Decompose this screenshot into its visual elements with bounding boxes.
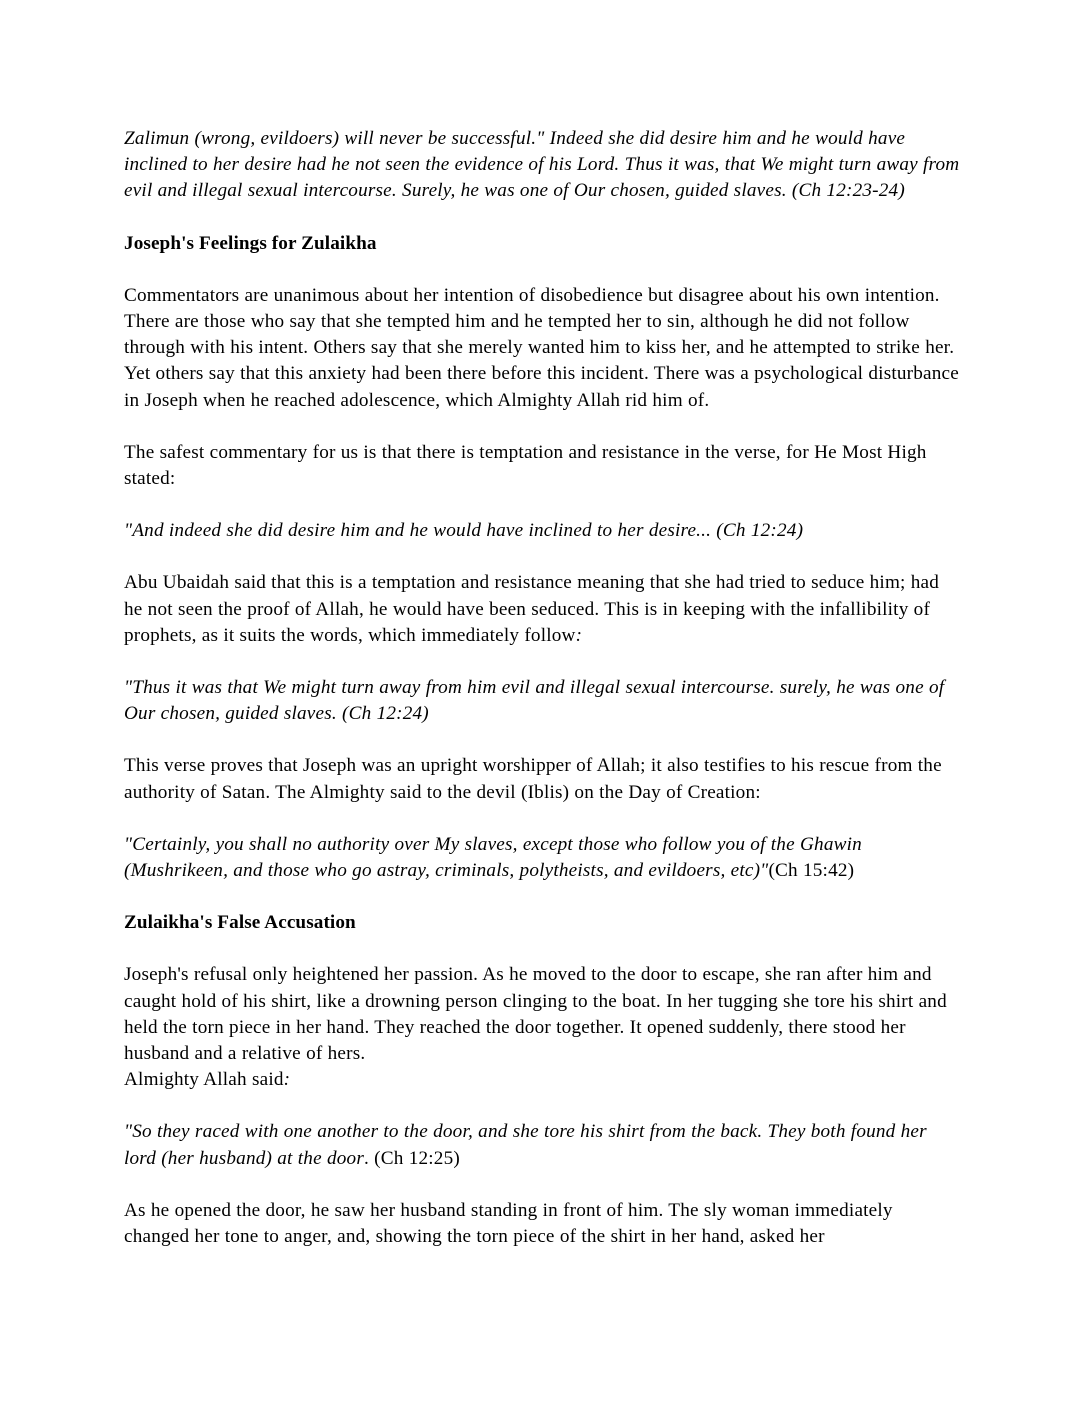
paragraph-as-he-opened-the-door: As he opened the door, he saw her husband standing in front of him. The sly woman immediately changed her tone to anger, and, showing the torn piece of the shirt in her hand, asked her [124, 1199, 893, 1248]
blockquote-certainly-citation: (Ch 15:42) [768, 860, 855, 882]
paragraph-abu-ubaidah [124, 570, 962, 649]
paragraph-abu-ubaidah-body: Abu Ubaidah said that this is a temptation and resistance meaning that she had tried to seduce him; had he not seen the proof of Allah, he would have been seduced. This is in keeping with the infallibility of prophets, as it suits the words, which immediately follow [124, 572, 940, 646]
blockquote-certainly-body: "Certainly, you shall no authority over My slaves, except those who follow you of the Ghawin (Mushrikeen, and those who go astray, criminals, polytheists, and evildoers, etc)" [124, 833, 862, 882]
blockquote-so-they-raced-body: "So they raced with one another to the door, and she tore his shirt from the back. They both found her lord (her husband) at the door [124, 1121, 927, 1169]
blockquote-thus-it-was-that-we-might: "Thus it was that We might turn away from him evil and illegal sexual intercourse. surely, he was one of Our chosen, guided slaves. (Ch 12:24) [124, 677, 945, 725]
blockquote-zalimun: Zalimun (wrong, evildoers) will never be successful." Indeed she did desire him and he would have inclined to her desire had he not seen the evidence of his Lord. Thus it was, that We might turn away from evil and illegal sexual intercourse. Surely, he was one of Our chosen, guided slaves. (Ch 12:23-24) [124, 128, 960, 202]
heading-zulaikhas-false-accusation: Zulaikha's False Accusation [124, 912, 356, 934]
paragraph-abu-ubaidah-colon: : [575, 624, 583, 646]
paragraph-this-verse-proves: This verse proves that Joseph was an upright worshipper of Allah; it also testifies to his rescue from the authority of Satan. The Almighty said to the devil (Iblis) on the Day of Creation: [124, 755, 942, 803]
heading-josephs-feelings-for-zulaikha: Joseph's Feelings for Zulaikha [124, 232, 377, 254]
paragraph-almighty-allah-said [124, 1067, 962, 1093]
blockquote-so-they-raced-citation: . (Ch 12:25) [363, 1147, 460, 1169]
paragraph-almighty-allah-said-colon: : [283, 1069, 291, 1091]
blockquote-certainly-you-shall-no-authority [124, 832, 962, 884]
document-text-column [124, 126, 962, 1250]
blockquote-so-they-raced [124, 1119, 962, 1171]
blockquote-and-indeed-she-did-desire: "And indeed she did desire him and he would have inclined to her desire... (Ch 12:24) [124, 520, 804, 542]
paragraph-commentators-unanimous: Commentators are unanimous about her intention of disobedience but disagree about his own intention. There are those who say that she tempted him and he tempted her to sin, although he did not follow through with his intent. Others say that she merely wanted him to kiss her, and he attempted to strike her. Yet others say that this anxiety had been there before this incident. There was a psychological disturbance in Joseph when he reached adolescence, which Almighty Allah rid him of. [124, 284, 959, 411]
paragraph-almighty-allah-said-body: Almighty Allah said [124, 1069, 284, 1091]
paragraph-josephs-refusal: Joseph's refusal only heightened her passion. As he moved to the door to escape, she ran after him and caught hold of his shirt, like a drowning person clinging to the boat. In her tugging she tore his shirt and held the torn piece in her hand. They reached the door together. It opened suddenly, there stood her husband and a relative of hers. [124, 964, 947, 1065]
paragraph-safest-commentary: The safest commentary for us is that there is temptation and resistance in the verse, for He Most High stated: [124, 441, 927, 490]
